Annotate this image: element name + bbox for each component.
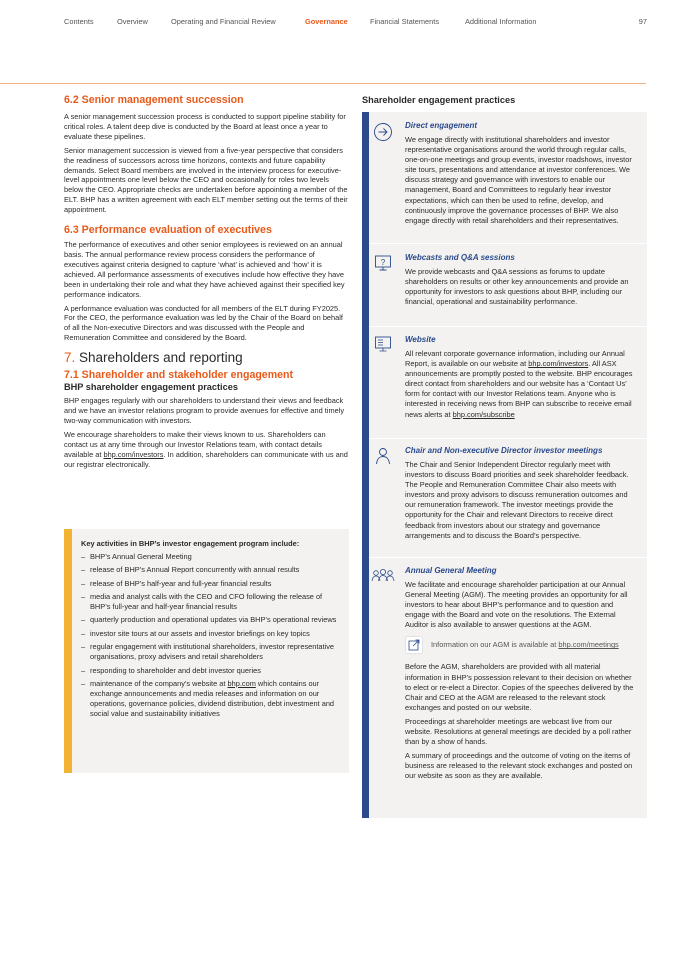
agm-info-text: Information on our AGM is available at: [431, 640, 559, 650]
agm-paragraph-2: Before the AGM, shareholders are provided with all material information in BHP’s possession relevant to their decision on whether to elect or re-elect a Director. Copies of the speeches delivered by the Chair and CEO at the AGM are released to the relevant stock exchanges and posted on our website.: [405, 662, 634, 712]
list-item: [81, 629, 343, 639]
list-item: [81, 642, 343, 662]
agm-paragraph-4: A summary of proceedings and the outcome of voting on the items of business are released to the relevant stock exchanges and posted on our website as soon as they are available.: [405, 751, 633, 781]
section-7-title: Shareholders and reporting: [79, 350, 243, 366]
top-navigation: [64, 17, 647, 29]
list-item-text-end: which contains our exchange announcements and media releases and information on our operations, governance policies, dividend distribution, debt investment and social value and sustainability initiatives: [90, 678, 335, 718]
website-text: All relevant corporate governance information, including our Annual Report, is available on our website at: [405, 349, 625, 369]
list-item: [81, 579, 343, 589]
nav-financial-statements[interactable]: Financial Statements: [370, 17, 440, 26]
engagement-practices-panel: [362, 112, 647, 818]
direct-engagement-section: [362, 112, 647, 243]
list-item-text: media and analyst calls with the CEO and CFO following the release of BHP’s full-year and half-year financial results: [90, 592, 323, 612]
chair-meetings-title: Chair and Non-executive Director investor meetings: [405, 446, 603, 455]
list-dash: –: [81, 578, 86, 588]
person-icon: [373, 446, 393, 466]
agm-paragraph-1: We facilitate and encourage shareholder participation at our Annual General Meeting (AGM). The meeting provides an opportunity for all investors to hear about BHP’s performance and to question and engage with the Board and vote on the resolutions. The External Auditor is also available to answer questions at the AGM.: [405, 580, 628, 630]
section-accent-bar: [362, 326, 369, 438]
webcasts-section: [362, 243, 647, 326]
page-number: 97: [638, 17, 647, 26]
external-link-icon: [405, 636, 423, 654]
webcasts-title: Webcasts and Q&A sessions: [405, 253, 515, 262]
list-item: [81, 615, 343, 625]
nav-overview[interactable]: Overview: [117, 17, 148, 26]
list-dash: –: [81, 628, 86, 638]
list-item: [81, 679, 343, 719]
direct-engagement-title: Direct engagement: [405, 121, 478, 130]
website-body: [405, 349, 637, 420]
website-title: Website: [405, 335, 436, 344]
key-activities-list: [81, 552, 343, 719]
s62-paragraph-2: Senior management succession is viewed from a five-year perspective that considers the readiness of successors across time horizons, contexts and future capability demands. Select Board members are involved in the interview process for executive-level appointments one level below the CEO and occasionally for roles two levels below the CEO. Appropriate checks are undertaken before appointing a member of the ELT. BHP has a written agreement with each ELT member setting out the terms of their appointment.: [64, 145, 348, 215]
section-7-heading: [64, 350, 349, 366]
chair-meetings-body: The Chair and Senior Independent Director regularly meet with investors to discuss Board priorities and seek shareholder feedback. The People and Remuneration Committee Chair also meets with investors and proxy advisors to discuss remuneration outcomes and our remuneration framework. The investor meetings provide the opportunity for the Chair and relevant Directors to receive direct feedback from investors about our strategy and governance arrangements and to discuss the Board’s perspective.: [405, 460, 629, 540]
list-dash: –: [81, 665, 86, 675]
question-screen-icon: [373, 253, 393, 273]
direct-engagement-body: We engage directly with institutional shareholders and investor representative organisations around the world through regular calls, one-on-one meetings and group events, investor roadshows, investor site tours, presentations and attendance at investor conferences. We discuss strategy and governance with investors to enable our management, Board and Committees to regularly hear investor expectations, which can then be used to refine, develop, and continuously improve the governance processes of BHP. We also engage directly with retail shareholders and their representatives.: [405, 135, 632, 225]
section-7-1-subheading: BHP shareholder engagement practices: [64, 382, 238, 393]
section-divider: [369, 438, 647, 439]
monitor-document-icon: [373, 334, 393, 354]
website-section: [362, 326, 647, 438]
s71-p2-text-end: . In addition, shareholders can communicate with us and our registrar electronically.: [64, 449, 348, 469]
engagement-practices-title: Shareholder engagement practices: [362, 95, 516, 105]
s71-paragraph-2: [64, 430, 349, 470]
section-accent-bar: [362, 557, 369, 818]
arrow-right-circle-icon: [373, 122, 393, 142]
nav-additional-information[interactable]: Additional Information: [465, 17, 537, 26]
section-divider: [369, 326, 647, 327]
nav-operating-financial-review[interactable]: Operating and Financial Review: [171, 17, 276, 26]
key-activities-accent-bar: [64, 529, 72, 773]
nav-governance[interactable]: Governance: [305, 17, 348, 26]
group-of-people-icon: [371, 566, 395, 586]
list-dash: –: [81, 642, 86, 652]
website-text-cont: . All ASX announcements are promptly posted to the website. BHP encourages direct contact from shareholders and our website has a ‘Contact Us’ form for contact with our Investor Relations team. Anyone who is interested in receiving news from BHP can subscribe to receive email news alerts at: [405, 359, 633, 419]
list-dash: –: [81, 565, 86, 575]
section-accent-bar: [362, 112, 369, 243]
agm-section: [362, 557, 647, 818]
list-dash: –: [81, 551, 86, 561]
list-item-text: maintenance of the company’s website at: [90, 678, 228, 688]
webcasts-body: We provide webcasts and Q&A sessions as forums to update shareholders on results or other key announcements and provide an opportunity for investors to ask questions about BHP, including our financial, operational and sustainability performance.: [405, 267, 629, 307]
list-item-text: investor site tours at our assets and investor briefings on key topics: [90, 628, 310, 638]
section-accent-bar: [362, 243, 369, 326]
list-dash: –: [81, 615, 86, 625]
agm-body: [405, 580, 637, 782]
section-7-1-heading: 7.1 Shareholder and stakeholder engagement: [64, 369, 294, 382]
key-activities-box: [64, 529, 349, 773]
agm-info-callout: [405, 636, 637, 654]
investors-link[interactable]: bhp.com/investors: [103, 449, 164, 459]
s63-paragraph-2: A performance evaluation was conducted for all members of the ELT during FY2025. For the CEO, the performance evaluation was led by the Chair of the Board on behalf of all the Non-executive Directors and was discussed with the People and Remuneration Committee and considered by the Board.: [64, 303, 343, 343]
s62-paragraph-1: A senior management succession process is conducted to support pipeline stability for critical roles. A talent deep dive is conducted by the Board at least once a year to evaluate these pipelines.: [64, 112, 346, 141]
list-item: [81, 592, 343, 612]
list-dash: –: [81, 592, 86, 602]
s71-paragraph-1: BHP engages regularly with our shareholders to understand their views and feedback and we have an investor relations program to provide avenues for effective and timely two-way communication with investors.: [64, 396, 345, 425]
agm-paragraph-3: Proceedings at shareholder meetings are webcast live from our website. Resolutions at general meetings are decided by a poll rather than by a show of hands.: [405, 716, 632, 747]
nav-contents[interactable]: Contents: [64, 17, 94, 26]
list-item-text: regular engagement with institutional shareholders, investor representative organisations, proxy advisers and retail shareholders: [90, 642, 335, 662]
s71-p2-text: We encourage shareholders to make their views known to us. Shareholders can contact us at any time through our Investor Relations team, with contact details available at: [64, 429, 326, 459]
list-item: [81, 552, 343, 562]
chair-meetings-section: [362, 438, 647, 557]
list-item-text: release of BHP’s Annual Report concurrently with annual results: [90, 565, 300, 575]
section-6-3-heading: 6.3 Performance evaluation of executives: [64, 224, 272, 237]
subscribe-link[interactable]: bhp.com/subscribe: [452, 409, 515, 419]
meetings-link[interactable]: bhp.com/meetings: [558, 640, 619, 650]
key-activities-heading: Key activities in BHP’s investor engagement program include:: [81, 539, 300, 548]
list-item: [81, 666, 343, 676]
bhp-website-link[interactable]: bhp.com: [227, 678, 256, 688]
left-column: [64, 94, 349, 473]
section-divider: [369, 243, 647, 244]
list-dash: –: [81, 678, 86, 688]
section-accent-bar: [362, 438, 369, 557]
list-item-text: quarterly production and operational updates via BHP’s operational reviews: [90, 615, 337, 625]
list-item-text: responding to shareholder and debt investor queries: [90, 665, 261, 675]
section-6-2-heading: 6.2 Senior management succession: [64, 94, 244, 106]
svg-text:?: ?: [380, 257, 386, 267]
section-7-number: 7.: [64, 350, 76, 366]
section-divider: [369, 557, 647, 558]
s63-paragraph-1: The performance of executives and other senior employees is reviewed on an annual basis. The annual performance review process considers the performance of executives against criteria designed to capture ‘what’ is achieved and ‘how’ it is achieved. All performance assessments of executives include how effective they have been in undertaking their role and what they have achieved against their specified key performance indicators.: [64, 240, 345, 299]
investors-link[interactable]: bhp.com/investors: [528, 359, 589, 369]
list-item-text: release of BHP’s half-year and full-year financial results: [90, 578, 272, 588]
header-rule: [0, 83, 646, 84]
agm-title: Annual General Meeting: [405, 566, 497, 575]
list-item-text: BHP’s Annual General Meeting: [90, 551, 192, 561]
list-item: [81, 565, 343, 575]
